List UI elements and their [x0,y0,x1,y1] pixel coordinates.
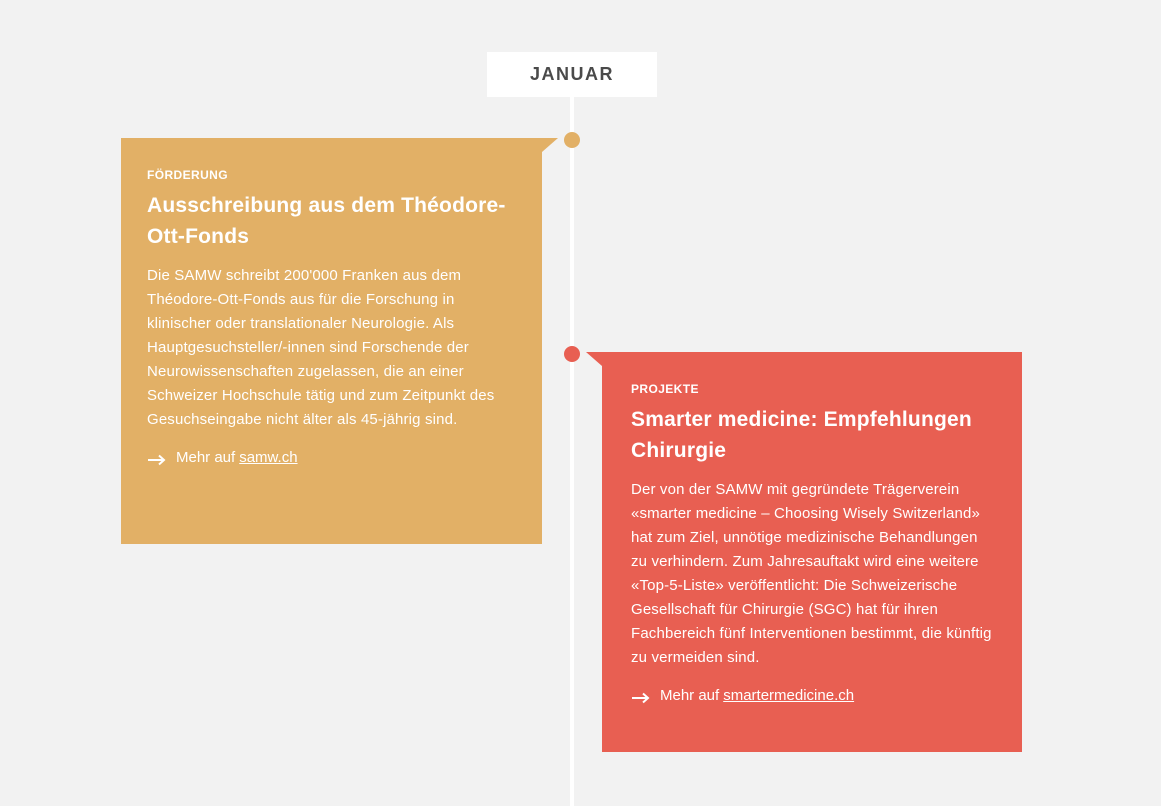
smartermedicine-link[interactable]: smartermedicine.ch [723,687,855,704]
timeline-dot-projekte [564,346,580,362]
more-prefix: Mehr auf [660,687,720,704]
card-pointer [586,352,602,366]
timeline-card-projekte [602,352,1022,752]
more-link-row [631,684,994,708]
card-title: Ausschreibung aus dem Théodore-Ott-Fonds [147,194,506,248]
timeline-card-foerderung [121,138,542,544]
more-link-row [147,446,516,470]
samw-link[interactable]: samw.ch [239,449,298,466]
card-body: Die SAMW schreibt 200'000 Franken aus dem Théodore-Ott-Fonds aus für die Forschung in klinischer oder translationaler Neurologie. Als Hauptgesuchsteller/-innen sind Forschende der Neurowissenschaften zugelassen, die an einer Schweizer Hochschule tätig und zum Zeitpunkt des Gesuchseingabe nicht älter als 45-jährig sind. [147,267,495,428]
timeline-line [570,96,574,806]
card-category: FÖRDERUNG [147,168,228,182]
timeline-dot-foerderung [564,132,580,148]
month-label: JANUAR [487,52,657,97]
card-body: Der von der SAMW mit gegründete Trägerverein «smarter medicine – Choosing Wisely Switzerland» hat zum Ziel, unnötige medizinische Behandlungen zu verhindern. Zum Jahresauftakt wird eine weitere «Top-5-Liste» veröffentlicht: Die Schweizerische Gesellschaft für Chirurgie (SGC) hat für ihren Fachbereich fünf Interventionen bestimmt, die künftig zu vermeiden sind. [631,481,992,666]
card-pointer [542,138,558,152]
arrow-right-icon [147,454,167,466]
card-title: Smarter medicine: Empfehlungen Chirurgie [631,408,972,462]
arrow-right-icon [631,692,651,704]
more-prefix: Mehr auf [176,449,236,466]
card-category: PROJEKTE [631,382,699,396]
